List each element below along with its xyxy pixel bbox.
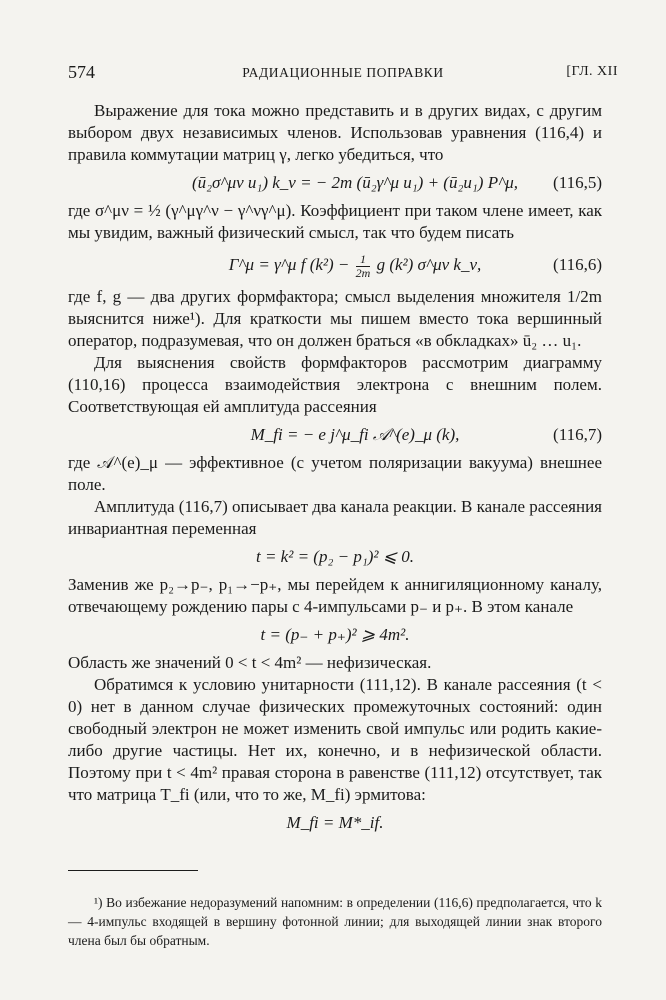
equation-116-7-number: (116,7)	[553, 425, 602, 444]
equation-116-6-left: Γ^μ = γ^μ f (k²) −	[228, 255, 350, 274]
equation-116-6	[68, 248, 602, 282]
chapter-label: [ГЛ. XII	[566, 64, 618, 79]
paragraph-7: Заменив же p₂→p₋, p₁→−p₊, мы перейдем к аннигиляционному каналу, отвечающему рождению пары с 4-импульсами p₋ и p₊. В этом канале	[68, 575, 602, 616]
fraction-numerator: 1	[356, 253, 371, 267]
fraction-denominator: 2m	[355, 265, 371, 280]
equation-116-5	[68, 170, 602, 196]
page-number: 574	[68, 62, 95, 82]
equation-116-6-number: (116,6)	[553, 255, 602, 274]
paragraph-1: Выражение для тока можно представить и в других видах, с другим выбором двух независимых членов. Использовав уравнения (116,4) и правила коммутации матриц γ, легко убедиться, что	[68, 101, 602, 164]
running-title: РАДИАЦИОННЫЕ ПОПРАВКИ	[242, 65, 444, 80]
equation-t-scattering	[68, 544, 602, 570]
paragraph-4: Для выяснения свойств формфакторов рассмотрим диаграмму (110,16) процесса взаимодействия электрона с внешним полем. Соответствующая ей амплитуда рассеяния	[68, 353, 602, 416]
paragraph-6: Амплитуда (116,7) описывает два канала реакции. В канале рассеяния инвариантная переменная	[68, 497, 602, 538]
paragraph-9: Обратимся к условию унитарности (111,12). В канале рассеяния (t < 0) нет в данном случае физических промежуточных состояний: один свободный электрон не может изменить свой импульс или родить какие-либо другие частицы. Нет их, конечно, и в нефизической области. Поэтому при t < 4m² правая сторона в равенстве (111,12) отсутствует, так что матрица T_fi (или, что то же, M_fi) эрмитова:	[68, 675, 602, 804]
footnote-divider	[68, 870, 198, 871]
equation-hermitian	[68, 810, 602, 836]
paragraph-2: где σ^μν = ½ (γ^μγ^ν − γ^νγ^μ). Коэффициент при таком члене имеет, как мы увидим, важный физический смысл, так что будем писать	[68, 201, 602, 242]
equation-116-6-fraction	[356, 253, 371, 280]
equation-116-5-body: (ū₂σ^μν u₁) k_ν = − 2m (ū₂γ^μ u₁) + (ū₂u₁) P^μ,	[191, 173, 519, 192]
equation-116-7-body: M_fi = − e j^μ_fi 𝒜^(e)_μ (k),	[250, 425, 460, 444]
paragraph-3: где f, g — два других формфактора; смысл выделения множителя 1/2m выяснится ниже¹). Для краткости мы пишем вместо тока вершинный оператор, подразумевая, что он должен браться «в обкладках» ū₂ … u₁.	[68, 287, 602, 350]
equation-t-annihilation	[68, 622, 602, 648]
footnote: ¹) Во избежание недоразумений напомним: в определении (116,6) предполагается, что k — 4-импульс входящей в вершину фотонной линии; для выходящей линии знак второго члена был бы обратным.	[68, 894, 602, 948]
main-text	[68, 100, 602, 840]
equation-116-7	[68, 422, 602, 448]
equation-116-5-number: (116,5)	[553, 173, 602, 192]
paragraph-5: где 𝒜^(e)_μ — эффективное (с учетом поляризации вакуума) внешнее поле.	[68, 453, 602, 494]
equation-t-annihilation-body: t = (p₋ + p₊)² ⩾ 4m².	[260, 625, 410, 644]
equation-116-6-right: g (k²) σ^μν k_ν,	[376, 255, 482, 274]
equation-t-scattering-body: t = k² = (p₂ − p₁)² ⩽ 0.	[255, 547, 414, 566]
equation-hermitian-body: M_fi = M*_if.	[286, 813, 384, 832]
paragraph-8: Область же значений 0 < t < 4m² — нефизическая.	[68, 653, 432, 672]
page-header	[68, 62, 618, 88]
